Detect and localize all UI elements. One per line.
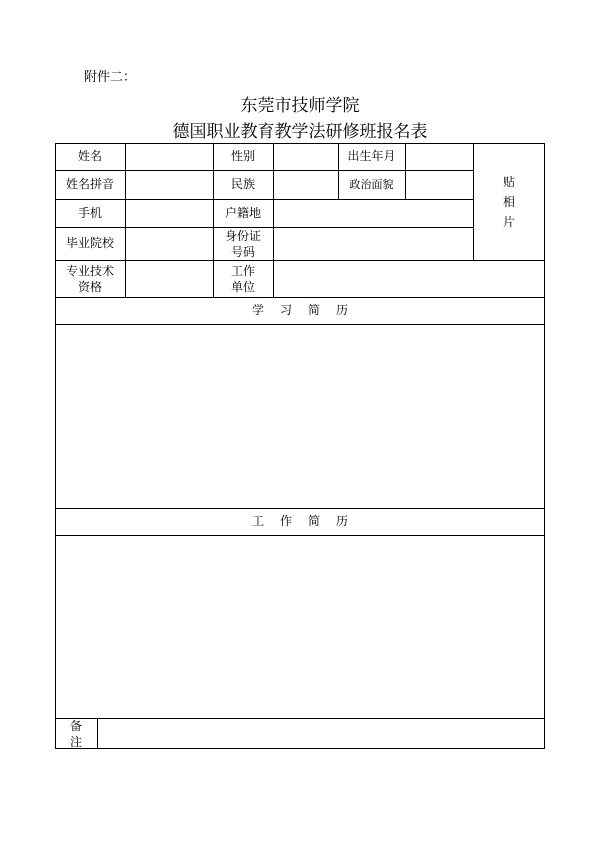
school-label: 毕业院校 — [65, 236, 114, 250]
work-unit-field[interactable] — [274, 261, 544, 296]
remarks-field[interactable] — [98, 719, 544, 748]
study-history-header — [55, 297, 545, 324]
qualification-field[interactable] — [126, 261, 212, 296]
id-number-label — [213, 227, 273, 260]
name-field[interactable] — [126, 144, 212, 169]
photo-label-char: 贴 — [502, 174, 515, 189]
id-number-label-line: 身份证 — [224, 228, 261, 243]
qualification-label-line: 专业技术 — [65, 263, 114, 278]
photo-placeholder[interactable] — [473, 143, 545, 260]
ethnicity-label: 民族 — [230, 177, 255, 191]
work-history-header — [55, 508, 545, 535]
work-unit-label-line: 单位 — [230, 279, 255, 294]
gender-field[interactable] — [274, 144, 337, 169]
political-status-field[interactable] — [406, 171, 472, 198]
mobile-field[interactable] — [126, 200, 212, 226]
mobile-label: 手机 — [77, 205, 102, 220]
study-history-area[interactable] — [56, 325, 544, 507]
qualification-label — [55, 260, 125, 297]
name-pinyin-field[interactable] — [126, 171, 212, 198]
name-pinyin-label: 姓名拼音 — [65, 177, 114, 191]
study-history-title: 学习简历 — [251, 303, 364, 317]
photo-label-char: 片 — [502, 214, 515, 229]
domicile-field[interactable] — [274, 200, 472, 226]
political-status-label: 政治面貌 — [349, 177, 394, 191]
domicile-label: 户籍地 — [224, 205, 261, 220]
remarks-label-char: 注 — [69, 734, 82, 749]
form-title: 德国职业教育教学法研修班报名表 — [172, 122, 428, 142]
attachment-label: 附件二： — [84, 70, 137, 85]
work-history-title: 工作简历 — [251, 514, 364, 528]
work-unit-label — [213, 260, 273, 297]
ethnicity-field[interactable] — [274, 171, 337, 198]
school-field[interactable] — [126, 228, 212, 259]
birth-date-field[interactable] — [406, 144, 472, 169]
name-label: 姓名 — [77, 149, 102, 163]
gender-label: 性别 — [230, 149, 255, 163]
work-history-area[interactable] — [56, 536, 544, 717]
remarks-label — [55, 718, 97, 749]
id-number-label-line: 号码 — [230, 244, 255, 259]
remarks-label-char: 备 — [69, 718, 82, 733]
id-number-field[interactable] — [274, 228, 472, 259]
photo-label-char: 相 — [502, 194, 515, 209]
work-unit-label-line: 工作 — [230, 263, 255, 278]
qualification-label-line: 资格 — [77, 279, 102, 294]
birth-date-label: 出生年月 — [347, 149, 396, 163]
institution-title: 东莞市技师学院 — [240, 96, 360, 116]
